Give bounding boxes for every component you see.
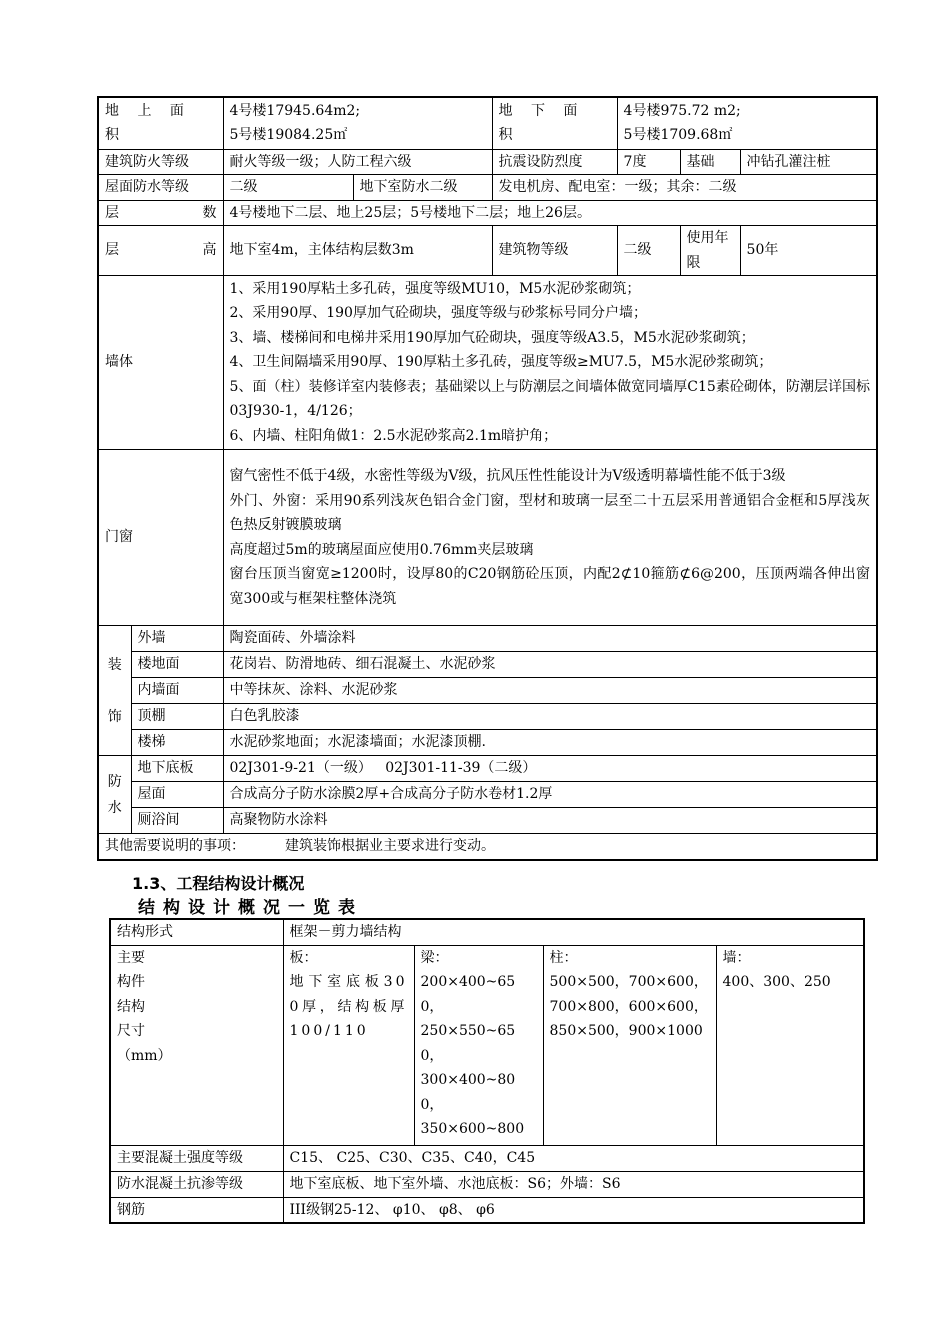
generator-room: 发电机房、配电室：一级；其余：二级 (492, 175, 877, 201)
building-grade-label: 建筑物等级 (492, 226, 617, 276)
area-above-label: 地 上 面 积 (98, 97, 223, 149)
service-life-value: 50年 (740, 226, 877, 276)
waterproof-value: 02J301-9-21（一级） 02J301-11-39（二级） (223, 756, 877, 782)
waterproof-key: 地下底板 (131, 756, 223, 782)
table-row (98, 200, 877, 226)
table-row (110, 945, 864, 1145)
roof-label: 屋面防水等级 (98, 175, 223, 201)
structure-form-value: 框架－剪力墙结构 (283, 919, 864, 945)
table-row (98, 678, 877, 704)
seismic-value: 7度 (617, 149, 680, 175)
decoration-label: 装 饰 (98, 626, 131, 756)
section-heading: 1.3、工程结构设计概况 (132, 874, 305, 893)
table-row (98, 226, 877, 276)
floors-label: 层 数 (98, 200, 223, 226)
table-row (98, 97, 877, 149)
column-size: 柱： 500×500，700×600， 700×800，600×600， 850×500，900×1000 (543, 945, 716, 1145)
table-row (98, 450, 877, 626)
decor-key: 楼梯 (131, 730, 223, 756)
seismic-label: 抗震设防烈度 (492, 149, 617, 175)
slab-size: 板： 地下室底板300厚，结构板厚100/110 (283, 945, 414, 1145)
table-row (98, 834, 877, 860)
table-row (98, 730, 877, 756)
table-row (110, 919, 864, 945)
waterproof-key: 厕浴间 (131, 808, 223, 834)
beam-size: 梁： 200×400~650， 250×550~650， 300×400~800， 350×600~800 (414, 945, 543, 1145)
foundation-value: 冲钻孔灌注桩 (740, 149, 877, 175)
table-row (98, 149, 877, 175)
area-below-value: 4号楼975.72 m2; 5号楼1709.68㎡ (617, 97, 877, 149)
roof-value: 二级 (223, 175, 353, 201)
impermeability-label: 防水混凝土抗渗等级 (110, 1171, 283, 1197)
building-grade-value: 二级 (617, 226, 680, 276)
rebar-label: 钢筋 (110, 1197, 283, 1223)
fire-value: 耐火等级一级；人防工程六级 (223, 149, 492, 175)
rebar-value: III级钢25-12、 φ10、 φ8、 φ6 (283, 1197, 864, 1223)
waterproof-value: 合成高分子防水涂膜2厚+合成高分子防水卷材1.2厚 (223, 782, 877, 808)
table-row (110, 1197, 864, 1223)
wall-label: 墙体 (98, 276, 223, 450)
concrete-grade-label: 主要混凝土强度等级 (110, 1145, 283, 1171)
area-below-label: 地 下 面 积 (492, 97, 617, 149)
table-row (98, 276, 877, 450)
waterproof-label: 防 水 (98, 756, 131, 834)
main-members-label: 主要 构件 结构 尺寸 （mm） (110, 945, 283, 1145)
table-row (98, 756, 877, 782)
service-life-label: 使用年限 (680, 226, 740, 276)
window-spec: 窗气密性不低于4级，水密性等级为V级，抗风压性性能设计为V级透明幕墙性能不低于3级 外门、外窗：采用90系列浅灰色铝合金门窗，型材和玻璃一层至二十五层采用普通铝合金框和5厚浅灰色热反射镀膜玻璃 高度超过5m的玻璃屋面应使用0.76mm夹层玻璃 窗台压顶当窗宽≥1200时，设厚80的C20钢筋砼压顶，内配2⊄10箍筋⊄6@200，压顶两端各伸出窗宽300或与框架柱整体浇筑 (223, 450, 877, 626)
fire-label: 建筑防火等级 (98, 149, 223, 175)
decor-value: 中等抹灰、涂料、水泥砂浆 (223, 678, 877, 704)
decor-key: 外墙 (131, 626, 223, 652)
window-label: 门窗 (98, 450, 223, 626)
decor-key: 楼地面 (131, 652, 223, 678)
foundation-label: 基础 (680, 149, 740, 175)
impermeability-value: 地下室底板、地下室外墙、水池底板：S6；外墙：S6 (283, 1171, 864, 1197)
structure-form-label: 结构形式 (110, 919, 283, 945)
table-title: 结构设计概况一览表 (138, 898, 363, 918)
height-value: 地下室4m，主体结构层数3m (223, 226, 492, 276)
height-label: 层 高 (98, 226, 223, 276)
floors-value: 4号楼地下二层、地上25层；5号楼地下二层；地上26层。 (223, 200, 877, 226)
structure-overview-table (109, 918, 865, 1224)
table-row (110, 1145, 864, 1171)
decor-value: 陶瓷面砖、外墙涂料 (223, 626, 877, 652)
waterproof-value: 高聚物防水涂料 (223, 808, 877, 834)
table-row (98, 652, 877, 678)
wall-size: 墙： 400、300、250 (716, 945, 864, 1145)
basement-waterproof: 地下室防水二级 (353, 175, 492, 201)
table-row (98, 175, 877, 201)
table-row (98, 704, 877, 730)
table-row (98, 782, 877, 808)
area-above-value: 4号楼17945.64m2; 5号楼19084.25㎡ (223, 97, 492, 149)
decor-value: 水泥砂浆地面；水泥漆墙面；水泥漆顶棚. (223, 730, 877, 756)
table-row (98, 808, 877, 834)
wall-spec: 1、采用190厚粘土多孔砖，强度等级MU10，M5水泥砂浆砌筑； 2、采用90厚、190厚加气砼砌块，强度等级与砂浆标号同分户墙； 3、墙、楼梯间和电梯井采用190厚加气砼砌块，强度等级A3.5，M5水泥砂浆砌筑； 4、卫生间隔墙采用90厚、190厚粘土多孔砖，强度等级≥MU7.5，M5水泥砂浆砌筑； 5、面（柱）装修详室内装修表；基础梁以上与防潮层之间墙体做宽同墙厚C15素砼砌体，防潮层详国标03J930-1，4/126； 6、内墙、柱阳角做1：2.5水泥砂浆高2.1m暗护角； (223, 276, 877, 450)
table-row (110, 1171, 864, 1197)
decor-key: 顶棚 (131, 704, 223, 730)
building-overview-table (97, 96, 878, 861)
table-row (98, 626, 877, 652)
decor-value: 白色乳胶漆 (223, 704, 877, 730)
decor-key: 内墙面 (131, 678, 223, 704)
other-notes: 其他需要说明的事项： 建筑装饰根据业主要求进行变动。 (98, 834, 877, 860)
decor-value: 花岗岩、防滑地砖、细石混凝土、水泥砂浆 (223, 652, 877, 678)
waterproof-key: 屋面 (131, 782, 223, 808)
concrete-grade-value: C15、 C25、C30、C35、C40，C45 (283, 1145, 864, 1171)
